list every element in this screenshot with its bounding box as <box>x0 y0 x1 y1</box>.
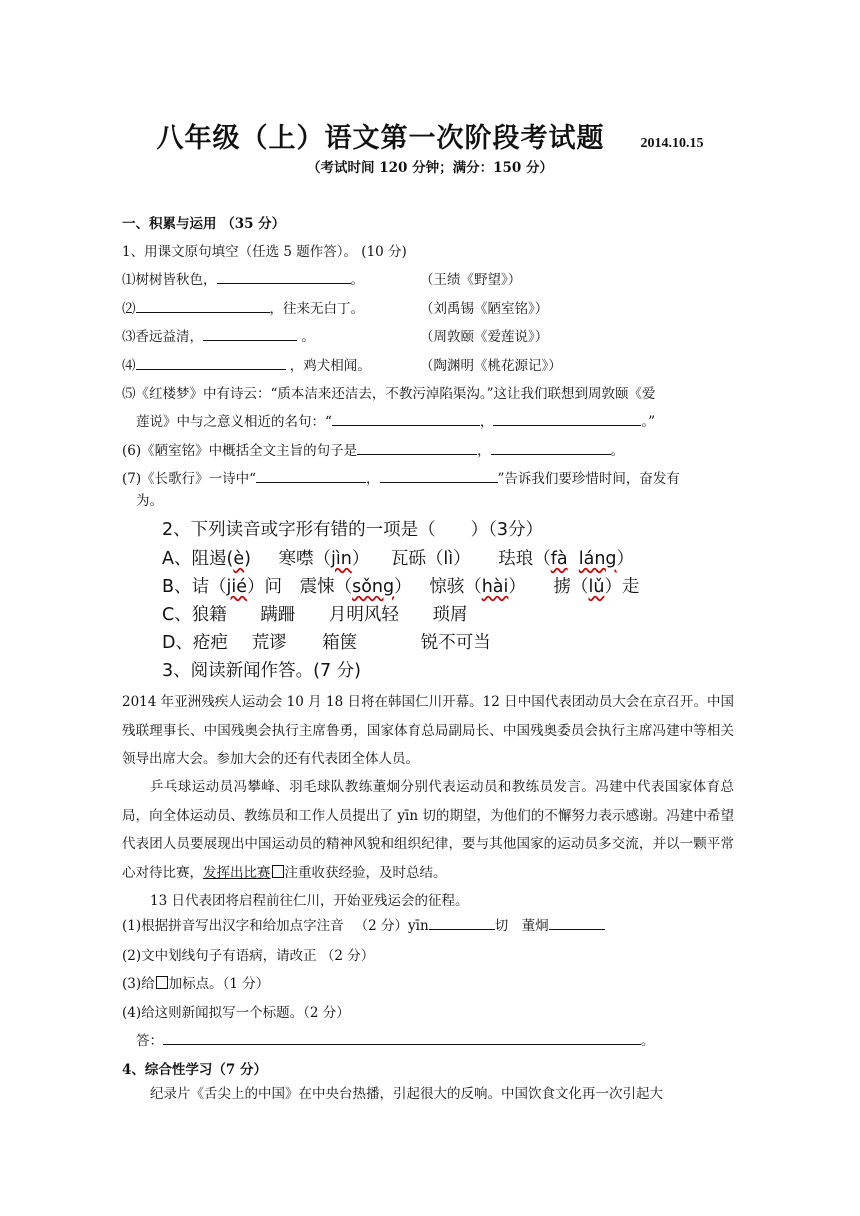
q2-b-pinyin-3: hài <box>481 577 509 597</box>
q2-d-word-3: 箱箧 <box>322 633 358 653</box>
q2-c-word-4: 琐屑 <box>432 605 468 625</box>
q1-item-2 <box>122 297 364 317</box>
q1-item-5-pre: 莲说》中与之意义相近的名句：“ <box>136 414 332 430</box>
q2-d-word-2: 荒谬 <box>251 633 287 653</box>
section-heading: 一、积累与运用 （35 分） <box>122 216 286 232</box>
q2-b-pinyin-2: sǒng <box>352 577 395 597</box>
q1-item-6-pre: (6)《陋室铭》中概括全文主旨的句子是 <box>122 443 358 459</box>
q1-item-5-line2 <box>136 410 655 430</box>
answer-blank[interactable] <box>357 442 477 455</box>
q2-a-paren: ) <box>244 549 251 569</box>
q2-c-word-3: 月明风轻 <box>328 605 399 625</box>
q2-b-paren: ） <box>394 577 412 597</box>
q1-item-2-pre: ⑵ <box>122 301 136 317</box>
q1-item-7-post: ”告诉我们要珍惜时间，奋发有 <box>497 471 680 487</box>
punctuation-box <box>156 976 168 989</box>
answer-blank[interactable] <box>549 917 605 930</box>
q3-sub-2: (2)文中划线句子有语病，请改正 （2 分） <box>122 948 375 964</box>
news-paragraph-3: 13 日代表团将启程前往仁川，开始亚残运会的征程。 <box>150 893 469 909</box>
q3-sub-3-pre: (3)给 <box>122 976 155 992</box>
q2-a-pinyin-2: jìn <box>331 549 352 569</box>
q1-item-7-mid: ， <box>366 471 380 487</box>
q1-item-7-line2: 为。 <box>136 493 163 509</box>
answer-blank[interactable] <box>203 328 297 341</box>
q1-item-3 <box>122 325 315 345</box>
answer-blank[interactable] <box>429 917 495 930</box>
exam-date: 2014.10.15 <box>640 136 704 151</box>
q2-b-word-3: 惊骇（ <box>429 577 482 597</box>
q1-item-1-pre: ⑴树树皆秋色， <box>122 272 217 288</box>
answer-blank[interactable] <box>136 357 286 370</box>
news-p2-tail: 注重收获经验，及时总结。 <box>284 864 447 881</box>
answer-blank[interactable] <box>136 300 270 313</box>
q1-item-3-pre: ⑶香远益清， <box>122 329 203 345</box>
q2-option-b <box>162 573 639 598</box>
q2-d-word-1: D、疮疤 <box>162 633 228 653</box>
q1-item-4 <box>122 354 371 374</box>
q1-item-1-post: 。 <box>350 272 364 288</box>
q2-a-word-1: A、阻遏( <box>162 549 234 569</box>
q2-b-word-4: 掳（ <box>553 577 589 597</box>
news-paragraph-1: 2014 年亚洲残疾人运动会 10 月 18 日将在韩国仁川开幕。12 日中国代表团动员大会在京召开。中国残联理事长、中国残奥会执行主席鲁勇，国家体育总局副局长、中国残奥委员会执行主席冯建中等相关领导出席大会。参加大会的还有代表团全体人员。 <box>122 694 734 767</box>
q1-item-7 <box>122 467 680 487</box>
q1-item-5-post: 。” <box>641 414 656 430</box>
news-paragraph-2 <box>122 773 734 887</box>
answer-blank[interactable] <box>217 271 351 284</box>
q2-a-pinyin-5: láng <box>578 549 617 569</box>
q2-d-word-4: 锐不可当 <box>420 633 491 653</box>
q1-item-4-post: ，鸡犬相闻。 <box>285 358 371 374</box>
q2-a-word-4: 珐琅（ <box>498 549 551 569</box>
q1-item-2-post: ，往来无白丁。 <box>269 301 364 317</box>
q1-item-6 <box>122 439 624 459</box>
q3-sub-1-mid: 切 董炯 <box>494 918 549 934</box>
q2-b-paren: ）问 <box>247 577 283 597</box>
answer-blank[interactable] <box>332 413 480 426</box>
q2-option-c <box>162 601 467 626</box>
answer-blank[interactable] <box>163 1032 641 1045</box>
q1-item-1-source: （王绩《野望》） <box>420 272 522 288</box>
q1-item-6-post: 。 <box>610 443 625 459</box>
exam-subtitle: （考试时间 120 分钟；满分：150 分） <box>307 160 553 176</box>
punctuation-box[interactable] <box>272 865 284 878</box>
q4-heading: 4、综合性学习（7 分） <box>122 1062 267 1078</box>
q4-paragraph: 纪录片《舌尖上的中国》在中央台热播，引起很大的反响。中国饮食文化再一次引起大 <box>150 1086 663 1102</box>
q3-sub-3-post: 加标点。（1 分） <box>168 976 270 992</box>
q2-a-paren: ） <box>453 549 471 569</box>
q1-item-7-pre: (7)《长歌行》一诗中“ <box>122 471 257 487</box>
q2-option-a <box>162 545 634 570</box>
q1-item-2-source: （刘禹锡《陋室铭》） <box>420 301 549 317</box>
q2-question: 2、下列读音或字形有错的一项是（ ）（3分） <box>162 520 544 540</box>
q2-b-word-1: B、诘（ <box>162 577 227 597</box>
answer-label: 答： <box>136 1033 163 1049</box>
q3-heading: 3、阅读新闻作答。(7 分) <box>162 661 361 681</box>
q1-intro: 1、用课文原句填空（任选 5 题作答）。 (10 分) <box>122 244 407 260</box>
q3-sub-3 <box>122 972 269 992</box>
q2-b-word-2: 震悚（ <box>299 577 353 597</box>
q1-item-4-source: （陶渊明《桃花源记》） <box>420 358 562 374</box>
q2-c-word-1: C、狼籍 <box>162 605 227 625</box>
q2-a-word-3: 瓦砾（ <box>390 549 444 569</box>
answer-blank[interactable] <box>380 470 498 483</box>
q1-item-4-pre: ⑷ <box>122 358 136 374</box>
underlined-sentence: 发挥出比赛 <box>203 864 271 881</box>
q2-c-word-2: 蹒跚 <box>260 605 296 625</box>
q2-b-paren: ）走 <box>604 577 640 597</box>
q2-a-paren: ） <box>616 549 635 569</box>
q1-item-1 <box>122 268 364 288</box>
q3-sub-1-pre: (1)根据拼音写出汉字和给加点字注音 （2 分）yīn <box>122 918 429 934</box>
answer-blank[interactable] <box>493 413 641 426</box>
answer-blank[interactable] <box>256 470 366 483</box>
q2-a-pinyin-3: lì <box>443 549 454 569</box>
page-title: 八年级（上）语文第一次阶段考试题 <box>156 123 605 154</box>
q2-b-paren: ） <box>508 577 526 597</box>
q3-sub-4: (4)给这则新闻拟写一个标题。（2 分） <box>122 1005 350 1021</box>
q1-item-3-post: 。 <box>297 329 315 345</box>
q1-item-5-line1: ⑸《红楼梦》中有诗云：“质本洁来还洁去，不教污淖陷渠沟。”这让我们联想到周敦颐《爱 <box>122 386 656 402</box>
q1-item-5-mid: ， <box>479 414 494 430</box>
q2-b-pinyin-4: lǔ <box>588 577 605 597</box>
q2-a-paren: ） <box>351 549 370 569</box>
q2-b-pinyin-1: jié <box>226 577 248 597</box>
answer-end: 。 <box>641 1033 655 1049</box>
q2-a-pinyin-4: fà <box>550 549 568 569</box>
answer-line <box>136 1029 655 1049</box>
title-row <box>0 116 860 155</box>
q1-item-3-source: （周敦颐《爱莲说》） <box>420 329 549 345</box>
q3-sub-1 <box>122 914 605 934</box>
q2-a-word-2: 寒噤（ <box>278 549 331 569</box>
answer-blank[interactable] <box>491 442 611 455</box>
q2-a-pinyin-1: è <box>233 549 245 569</box>
q2-option-d <box>162 629 491 654</box>
news-p2-text: 乒乓球运动员冯攀峰、羽毛球队教练董炯分别代表运动员和教练员发言。冯建中代表国家体育总局，向全体运动员、教练员和工作人员提出了 yīn 切的期望，为他们的不懈努力表示感谢。冯建中希望代表团人员要展现出中国运动员的精神风貌和组织纪律，要与其他国家的运动员多交流，并以一颗平常心对待比赛， <box>122 779 734 881</box>
q1-item-6-mid: ， <box>477 443 491 459</box>
